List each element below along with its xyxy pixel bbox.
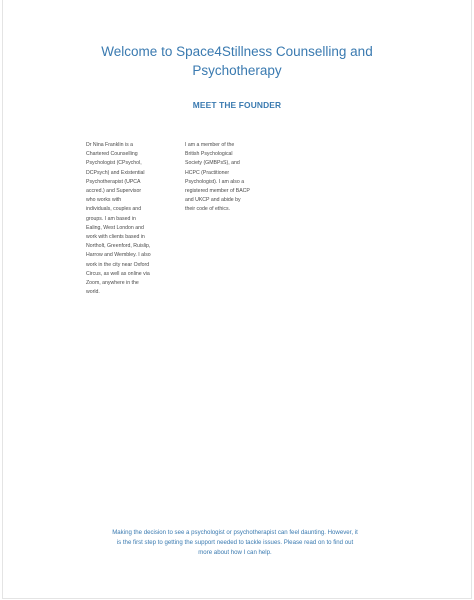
bio-left-line: accred.) and Supervisor — [86, 188, 142, 195]
page-frame — [2, 0, 472, 599]
section-heading-meet-the-founder: MEET THE FOUNDER — [192, 100, 282, 110]
bio-left-line: Zoom, anywhere in the — [86, 280, 139, 287]
bio-left-line: Psychotherapist (UPCA — [86, 178, 141, 185]
bio-left-line: groups. I am based in — [86, 215, 136, 222]
bio-left-line: who works with — [86, 197, 122, 204]
bio-left-line: Northolt, Greenford, Ruislip, — [86, 243, 151, 250]
bio-right-line: I am a member of the — [185, 142, 235, 148]
bio-left-line: Psychologist (CPsychol, — [86, 160, 142, 167]
bio-right-line: and UKCP and abide by — [185, 197, 241, 204]
bio-right-line: Psychologist). I am also a — [185, 178, 245, 185]
bio-right-line: HCPC (Practitioner — [185, 169, 230, 176]
founder-bio-right-column — [185, 141, 267, 215]
bio-left-line: Ealing, West London and — [86, 224, 144, 231]
page-title-line-2: Psychotherapy — [192, 63, 282, 78]
bio-left-line: Circus, as well as online via — [86, 270, 150, 277]
intro-line: more about how I can help. — [198, 549, 272, 557]
bio-left-line: work with clients based in — [86, 234, 145, 241]
bio-right-line: their code of ethics. — [185, 206, 230, 213]
bio-left-line: Chartered Counselling — [86, 151, 138, 158]
bio-left-line: individuals, couples and — [86, 206, 142, 213]
bio-right-line: registered member of BACP — [185, 188, 250, 195]
bio-left-line: Dr Nina Franklin is a — [86, 142, 133, 148]
bio-left-line: world. — [86, 289, 100, 296]
bio-left-line: work in the city near Oxford — [86, 261, 150, 268]
intro-line: Making the decision to see a psychologist or psychotherapist can feel daunting. However, it — [112, 529, 358, 536]
page-title-line-1: Welcome to Space4Stillness Counselling and — [101, 44, 373, 59]
founder-bio-left-column — [86, 141, 168, 297]
intro-paragraph — [100, 528, 370, 559]
bio-left-line: DCPsych) and Existential — [86, 169, 145, 176]
bio-right-line: British Psychological — [185, 151, 233, 158]
intro-line: is the first step to getting the support needed to tackle issues. Please read on to find out — [116, 539, 354, 547]
page-title — [0, 42, 474, 80]
bio-right-line: Society (GMBPsS), and — [185, 160, 240, 167]
bio-left-line: Harrow and Wembley. I also — [86, 252, 151, 259]
